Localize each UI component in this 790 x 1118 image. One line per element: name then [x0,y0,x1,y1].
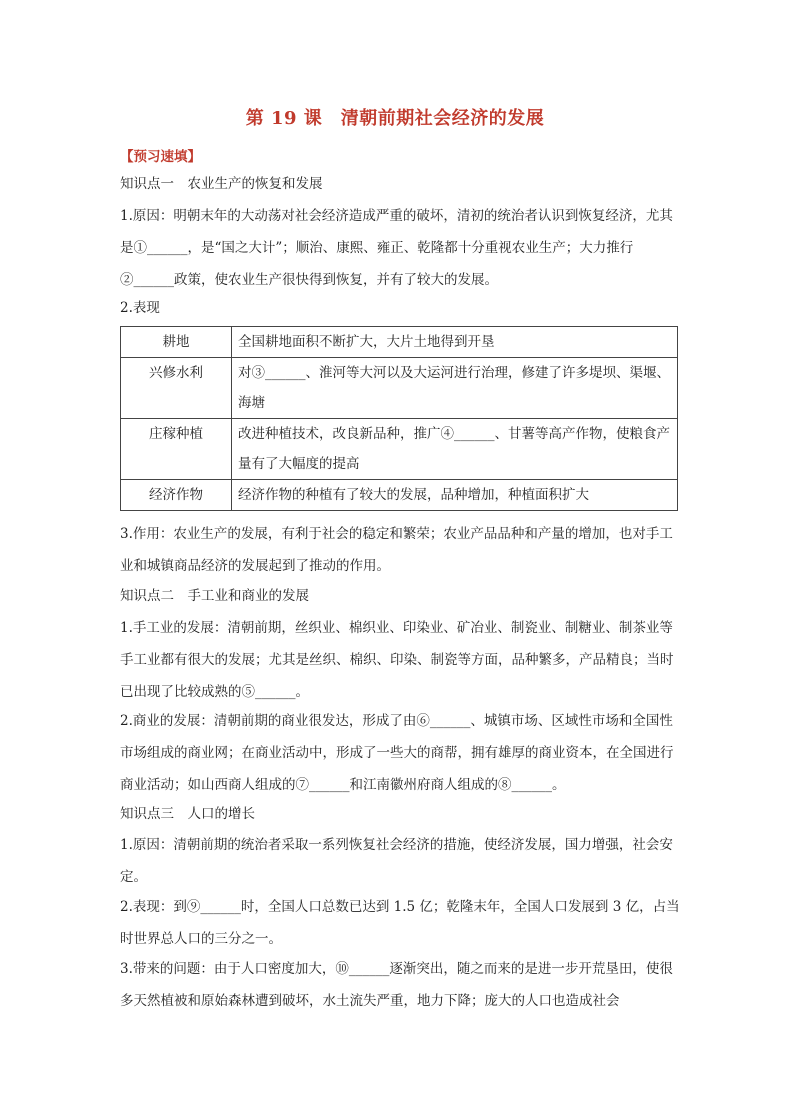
lesson-title: 第 19 课 清朝前期社会经济的发展 [245,108,545,129]
table-row [121,480,678,511]
k3-heading: 知识点三 人口的增长 [120,806,255,822]
k1-effect: 3.作用：农业生产的发展，有利于社会的稳定和繁荣；农业产品品种和产量的增加，也对手工业和城镇商品经济的发展起到了推动的作用。 [120,526,673,574]
table-value: 改进种植技术，改良新品种，推广④______、甘薯等高产作物，使粮食产量有了大幅度的提高 [232,419,678,480]
k3-cause: 1.原因：清朝前期的统治者采取一系列恢复社会经济的措施，使经济发展，国力增强，社会安定。 [120,837,673,885]
k1-perf-label: 2.表现 [120,300,160,316]
table-value: 经济作物的种植有了较大的发展，品种增加，种植面积扩大 [232,480,678,511]
k3-problem: 3.带来的问题：由于人口密度加大，⑩______逐渐突出，随之而来的是进一步开荒垦田，使很多天然植被和原始森林遭到破坏，水土流失严重，地力下降；庞大的人口也造成社会 [120,961,673,1009]
table-row [121,419,678,480]
table-row [121,358,678,419]
k2-craft: 1.手工业的发展：清朝前期，丝织业、棉织业、印染业、矿冶业、制瓷业、制糖业、制茶业等手工业都有很大的发展；尤其是丝织、棉织、印染、制瓷等方面，品种繁多，产品精良；当时已出现了比较成熟的⑤______。 [120,620,674,700]
section-label: 【预习速填】 [120,149,201,165]
k1-cause: 1.原因：明朝末年的大动荡对社会经济造成严重的破坏，清初的统治者认识到恢复经济，尤其是①______，是“国之大计”；顺治、康熙、雍正、乾隆都十分重视农业生产；大力推行②______政策，使农业生产很快得到恢复，并有了较大的发展。 [120,208,673,288]
table-key: 兴修水利 [121,358,232,419]
table-key: 经济作物 [121,480,232,511]
table-value: 对③______、淮河等大河以及大运河进行治理，修建了许多堤坝、渠堰、海塘 [232,358,678,419]
table-key: 耕地 [121,327,232,358]
table-value: 全国耕地面积不断扩大，大片土地得到开垦 [232,327,678,358]
k3-perf: 2.表现：到⑨______时，全国人口总数已达到 1.5 亿；乾隆末年，全国人口发展到 3 亿，占当时世界总人口的三分之一。 [120,899,680,947]
k2-heading: 知识点二 手工业和商业的发展 [120,588,309,604]
k1-heading: 知识点一 农业生产的恢复和发展 [120,176,323,192]
k2-commerce: 2.商业的发展：清朝前期的商业很发达，形成了由⑥______、城镇市场、区域性市场和全国性市场组成的商业网；在商业活动中，形成了一些大的商帮，拥有雄厚的商业资本，在全国进行商业活动；如山西商人组成的⑦______和江南徽州府商人组成的⑧______。 [120,713,674,793]
agriculture-table [120,326,678,511]
table-row [121,327,678,358]
table-key: 庄稼种植 [121,419,232,480]
